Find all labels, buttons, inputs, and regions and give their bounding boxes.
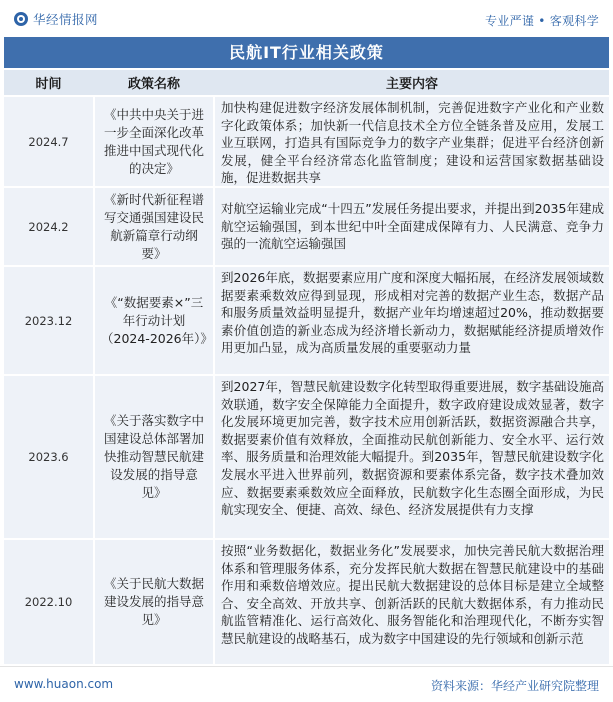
cell-policy-name: 《关于民航大数据建设发展的指导意见》: [95, 540, 213, 664]
cell-time: 2022.10: [4, 540, 93, 664]
logo-text: 华经情报网: [33, 12, 99, 27]
top-bar: [0, 0, 613, 36]
footer: [0, 666, 613, 702]
cell-content: 按照“业务数据化，数据业务化”发展要求，加快完善民航大数据治理体系和管理服务体系，充分发挥民航大数据在智慧民航建设中的基础作用和乘数倍增效应。提出民航大数据建设的总体目标是建立全域整合、安全高效、开放共享、创新活跃的民航大数据体系，有力推动民航监管精准化、运行高效化、服务智能化和治理现代化，不断夯实智慧民航建设的战略基石，成为数字中国建设的先行领域和创新示范: [215, 540, 609, 664]
table-row: [4, 376, 609, 538]
page-title: 民航IT行业相关政策: [4, 37, 609, 68]
cell-content: 对航空运输业完成“十四五”发展任务提出要求，并提出到2035年建成航空运输强国，到本世纪中叶全面建成保障有力、人民满意、竞争力强的一流航空运输强国: [215, 188, 609, 265]
data-source: 资料来源：华经产业研究院整理: [430, 679, 599, 693]
cell-time: 2024.2: [4, 188, 93, 265]
logo-icon: [14, 12, 28, 26]
cell-time: 2023.6: [4, 376, 93, 538]
website-link[interactable]: www.huaon.com: [14, 677, 114, 691]
cell-time: 2024.7: [4, 97, 93, 186]
cell-content: 到2027年，智慧民航建设数字化转型取得重要进展，数字基础设施高效联通，数字安全保障能力全面提升，数字政府建设成效显著，数字化发展环境更加完善，数字技术应用创新活跃，数据资源融合共享，数据要素价值有效释放，全面推动民航创新能力、安全水平、运行效率、服务质量和治理效能大幅提升。到2035年，智慧民航建设数字化发展水平进入世界前列，数据资源和要素体系完备，数字技术叠加效应、数据要素乘数效应全面释放，民航数字化生态圈全面形成，为民航实现安全、便捷、高效、绿色、经济发展提供有力支撑: [215, 376, 609, 538]
cell-content: 到2026年底，数据要素应用广度和深度大幅拓展，在经济发展领域数据要素乘数效应得到显现，形成相对完善的数据产业生态，数据产品和服务质量效益明显提升，数据产业年均增速超过20%，推动数据要素价值创造的新业态成为经济增长新动力，数据赋能经济提质增效作用更加凸显，成为高质量发展的重要驱动力量: [215, 267, 609, 374]
slogan: 专业严谨 • 客观科学: [484, 14, 599, 28]
column-header-time: 时间: [35, 77, 62, 92]
table-row: [4, 540, 609, 664]
cell-policy-name: 《“数据要素×”三年行动计划（2024-2026年）》: [95, 267, 213, 374]
policy-table: [4, 70, 609, 664]
table-row: [4, 188, 609, 265]
cell-policy-name: 《中共中央关于进一步全面深化改革推进中国式现代化的决定》: [95, 97, 213, 186]
cell-content: 加快构建促进数字经济发展体制机制，完善促进数字产业化和产业数字化政策体系；加快新一代信息技术全方位全链条普及应用，发展工业互联网，打造具有国际竞争力的数字产业集群；促进平台经济创新发展，健全平台经济常态化监管制度；建设和运营国家数据基础设施，促进数据共享: [215, 97, 609, 186]
column-header-content: 主要内容: [385, 77, 438, 92]
table-row: [4, 267, 609, 374]
table-header: [4, 70, 609, 95]
cell-policy-name: 《新时代新征程谱写交通强国建设民航新篇章行动纲要》: [95, 188, 213, 265]
column-header-policy-name: 政策名称: [127, 77, 180, 92]
table-row: [4, 97, 609, 186]
cell-time: 2023.12: [4, 267, 93, 374]
logo: [14, 10, 98, 28]
cell-policy-name: 《关于落实数字中国建设总体部署加快推动智慧民航建设发展的指导意见》: [95, 376, 213, 538]
